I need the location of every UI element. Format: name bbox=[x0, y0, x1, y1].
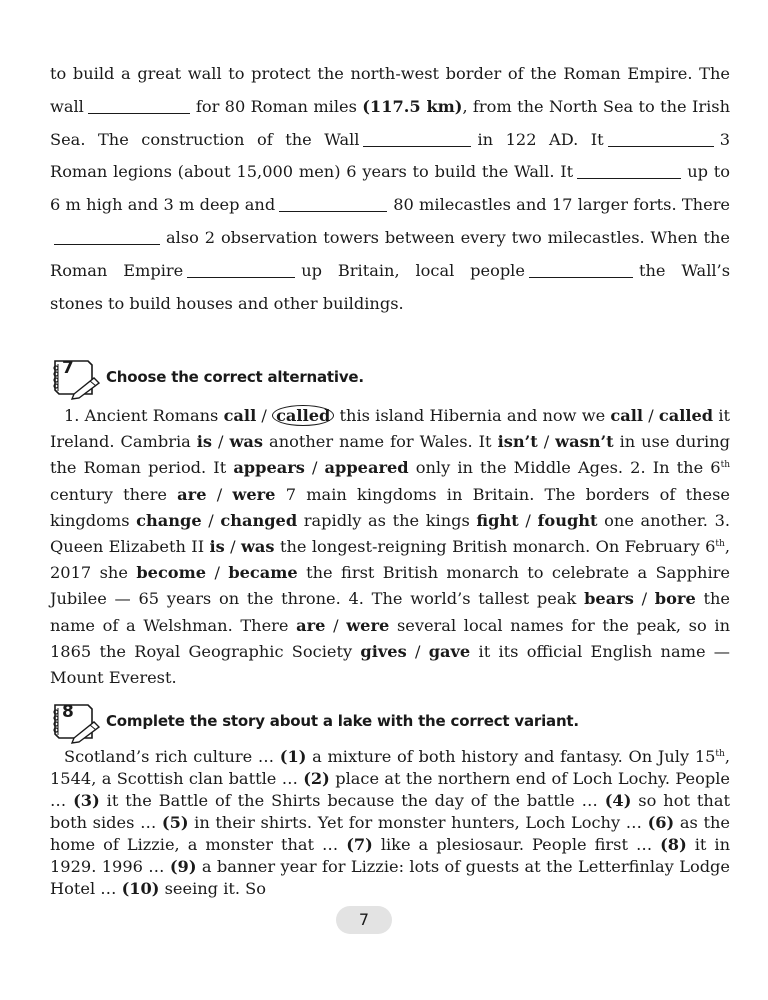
gap-number[interactable]: (1) bbox=[279, 747, 307, 766]
gap-number[interactable]: (4) bbox=[604, 791, 632, 810]
text: the first British monarch to celebrate a Sapphire Jubilee — 65 years on the throne. 4. The world’s tallest peak bbox=[50, 563, 730, 609]
text: The wall bbox=[50, 64, 730, 116]
exercise-8-text bbox=[50, 746, 730, 900]
text: up Britain, local people bbox=[301, 260, 525, 280]
text: (117.5 km) bbox=[362, 96, 463, 116]
text: / bbox=[206, 484, 233, 504]
answer-blank[interactable] bbox=[279, 195, 387, 212]
option[interactable]: gives bbox=[360, 641, 407, 661]
option[interactable]: is bbox=[196, 432, 213, 452]
option[interactable]: call bbox=[610, 406, 644, 425]
text: in 122 AD. It bbox=[477, 129, 604, 149]
text: the Wall’s stones to build houses and other buildings. bbox=[50, 260, 731, 313]
text: / bbox=[304, 458, 325, 478]
gap-number[interactable]: (3) bbox=[73, 791, 100, 810]
option[interactable]: are bbox=[177, 484, 207, 504]
text: the name of a Welshman. There bbox=[50, 589, 731, 635]
page-number: 7 bbox=[336, 906, 392, 934]
gap-number[interactable]: (5) bbox=[161, 813, 189, 832]
intro-paragraph bbox=[50, 58, 730, 320]
option[interactable]: bore bbox=[654, 589, 696, 609]
text: , from the North Sea to the Irish Sea. The construction of the Wall bbox=[50, 96, 730, 149]
text: to build a great wall to protect the north-west border of the Roman Empire. bbox=[50, 64, 693, 83]
option[interactable]: fought bbox=[537, 510, 598, 530]
text: it its official English name — Mount Everest. bbox=[50, 641, 730, 688]
text: up to 6 m high and 3 m deep and bbox=[50, 162, 730, 215]
option[interactable]: was bbox=[241, 537, 275, 557]
text: / bbox=[643, 406, 659, 425]
option[interactable]: are bbox=[296, 615, 326, 635]
gap-number[interactable]: (8) bbox=[660, 835, 687, 854]
text: Scotland’s rich culture … bbox=[64, 747, 280, 766]
superscript: th bbox=[715, 539, 725, 550]
option[interactable]: appears bbox=[233, 458, 305, 478]
exercise-7-header bbox=[50, 356, 730, 400]
text: one another. 3. Queen Elizabeth II bbox=[50, 510, 731, 557]
option[interactable]: become bbox=[136, 563, 207, 583]
superscript: th bbox=[715, 749, 725, 759]
text: / bbox=[212, 432, 230, 452]
answer-blank[interactable] bbox=[187, 261, 295, 278]
text: several local names for the peak, so in 1865 the Royal Geographic Society bbox=[50, 615, 730, 661]
text: it in 1929. 1996 … bbox=[50, 835, 730, 876]
text: a banner year for Lizzie: lots of guests at the Letterfinlay Lodge Hotel … bbox=[50, 857, 730, 898]
option[interactable]: change bbox=[136, 510, 202, 530]
text: / bbox=[537, 432, 556, 452]
text: 1. Ancient Romans bbox=[64, 406, 224, 425]
option[interactable]: is bbox=[209, 537, 225, 557]
text: / bbox=[206, 563, 229, 583]
answer-blank[interactable] bbox=[363, 129, 471, 146]
option[interactable]: appeared bbox=[324, 458, 409, 478]
text: another name for Wales. It bbox=[263, 432, 498, 452]
option[interactable]: wasn’t bbox=[555, 432, 614, 452]
exercise-title: Complete the story about a lake with the correct variant. bbox=[106, 712, 579, 730]
text: in their shirts. Yet for monster hunters, Loch Lochy … bbox=[188, 813, 648, 832]
text: seeing it. So bbox=[159, 879, 266, 898]
option[interactable]: changed bbox=[220, 510, 298, 530]
option[interactable]: called bbox=[658, 406, 714, 425]
superscript: th bbox=[720, 460, 730, 471]
answer-blank[interactable] bbox=[529, 261, 633, 278]
text: so hot that both sides … bbox=[50, 791, 730, 832]
text: , 1544, a Scottish clan battle … bbox=[50, 747, 730, 788]
exercise-number: 8 bbox=[62, 702, 74, 722]
option[interactable]: were bbox=[232, 484, 276, 504]
text: 7 main kingdoms in Britain. The borders of these kingdoms bbox=[50, 484, 730, 530]
option[interactable]: were bbox=[346, 615, 390, 635]
text: / bbox=[406, 641, 429, 661]
text: rapidly as the kings bbox=[297, 510, 477, 530]
text: also 2 observation towers between every two milecastles. When the Roman Empire bbox=[50, 227, 730, 280]
text: it the Battle of the Shirts because the day of the battle … bbox=[99, 791, 605, 810]
gap-number[interactable]: (9) bbox=[169, 857, 197, 876]
gap-number[interactable]: (6) bbox=[647, 813, 675, 832]
gap-number[interactable]: (10) bbox=[121, 879, 160, 898]
text: like a plesiosaur. People first … bbox=[372, 835, 661, 854]
notebook-pencil-icon bbox=[50, 700, 102, 744]
exercise-title: Choose the correct alternative. bbox=[106, 368, 364, 386]
answer-blank[interactable] bbox=[88, 97, 190, 114]
option[interactable]: gave bbox=[428, 641, 471, 661]
text: only in the Middle Ages. 2. In the 6 bbox=[408, 458, 721, 478]
gap-number[interactable]: (2) bbox=[303, 769, 330, 788]
gap-number[interactable]: (7) bbox=[346, 835, 373, 854]
exercise-8-header bbox=[50, 700, 730, 744]
option[interactable]: was bbox=[229, 432, 264, 452]
text: / bbox=[224, 537, 241, 557]
text: century there bbox=[50, 484, 178, 504]
text: it Ireland. Cambria bbox=[50, 406, 731, 452]
answer-blank[interactable] bbox=[608, 129, 714, 146]
text: in use during the Roman period. It bbox=[50, 432, 730, 478]
exercise-number: 7 bbox=[62, 358, 74, 378]
text: as the home of Lizzie, a monster that … bbox=[50, 813, 730, 854]
text: / bbox=[256, 406, 273, 425]
text: / bbox=[518, 510, 538, 530]
notebook-pencil-icon bbox=[50, 356, 102, 400]
text: the longest-reigning British monarch. On February 6 bbox=[274, 537, 716, 557]
text: / bbox=[201, 510, 221, 530]
text: 80 milecastles and 17 larger forts. There bbox=[393, 195, 731, 215]
text: , 2017 she bbox=[50, 537, 730, 583]
option[interactable]: bears bbox=[584, 589, 634, 609]
text: / bbox=[325, 615, 347, 635]
text: this island Hibernia and now we bbox=[334, 406, 611, 425]
text: 3 Roman legions (about 15,000 men) 6 years to build the Wall. It bbox=[50, 129, 730, 182]
exercise-7-text bbox=[50, 403, 730, 691]
option[interactable]: fight bbox=[476, 510, 519, 530]
text: for 80 Roman miles bbox=[195, 96, 357, 116]
option[interactable]: became bbox=[228, 563, 298, 583]
option[interactable]: isn’t bbox=[497, 432, 538, 452]
text: / bbox=[633, 589, 655, 609]
answer-blank[interactable] bbox=[54, 228, 160, 245]
text: a mixture of both history and fantasy. On July 15 bbox=[306, 747, 716, 766]
option[interactable]: call bbox=[223, 406, 257, 425]
text: place at the northern end of Loch Lochy. People … bbox=[50, 769, 730, 810]
option-selected[interactable]: called bbox=[272, 405, 334, 426]
answer-blank[interactable] bbox=[577, 162, 681, 179]
